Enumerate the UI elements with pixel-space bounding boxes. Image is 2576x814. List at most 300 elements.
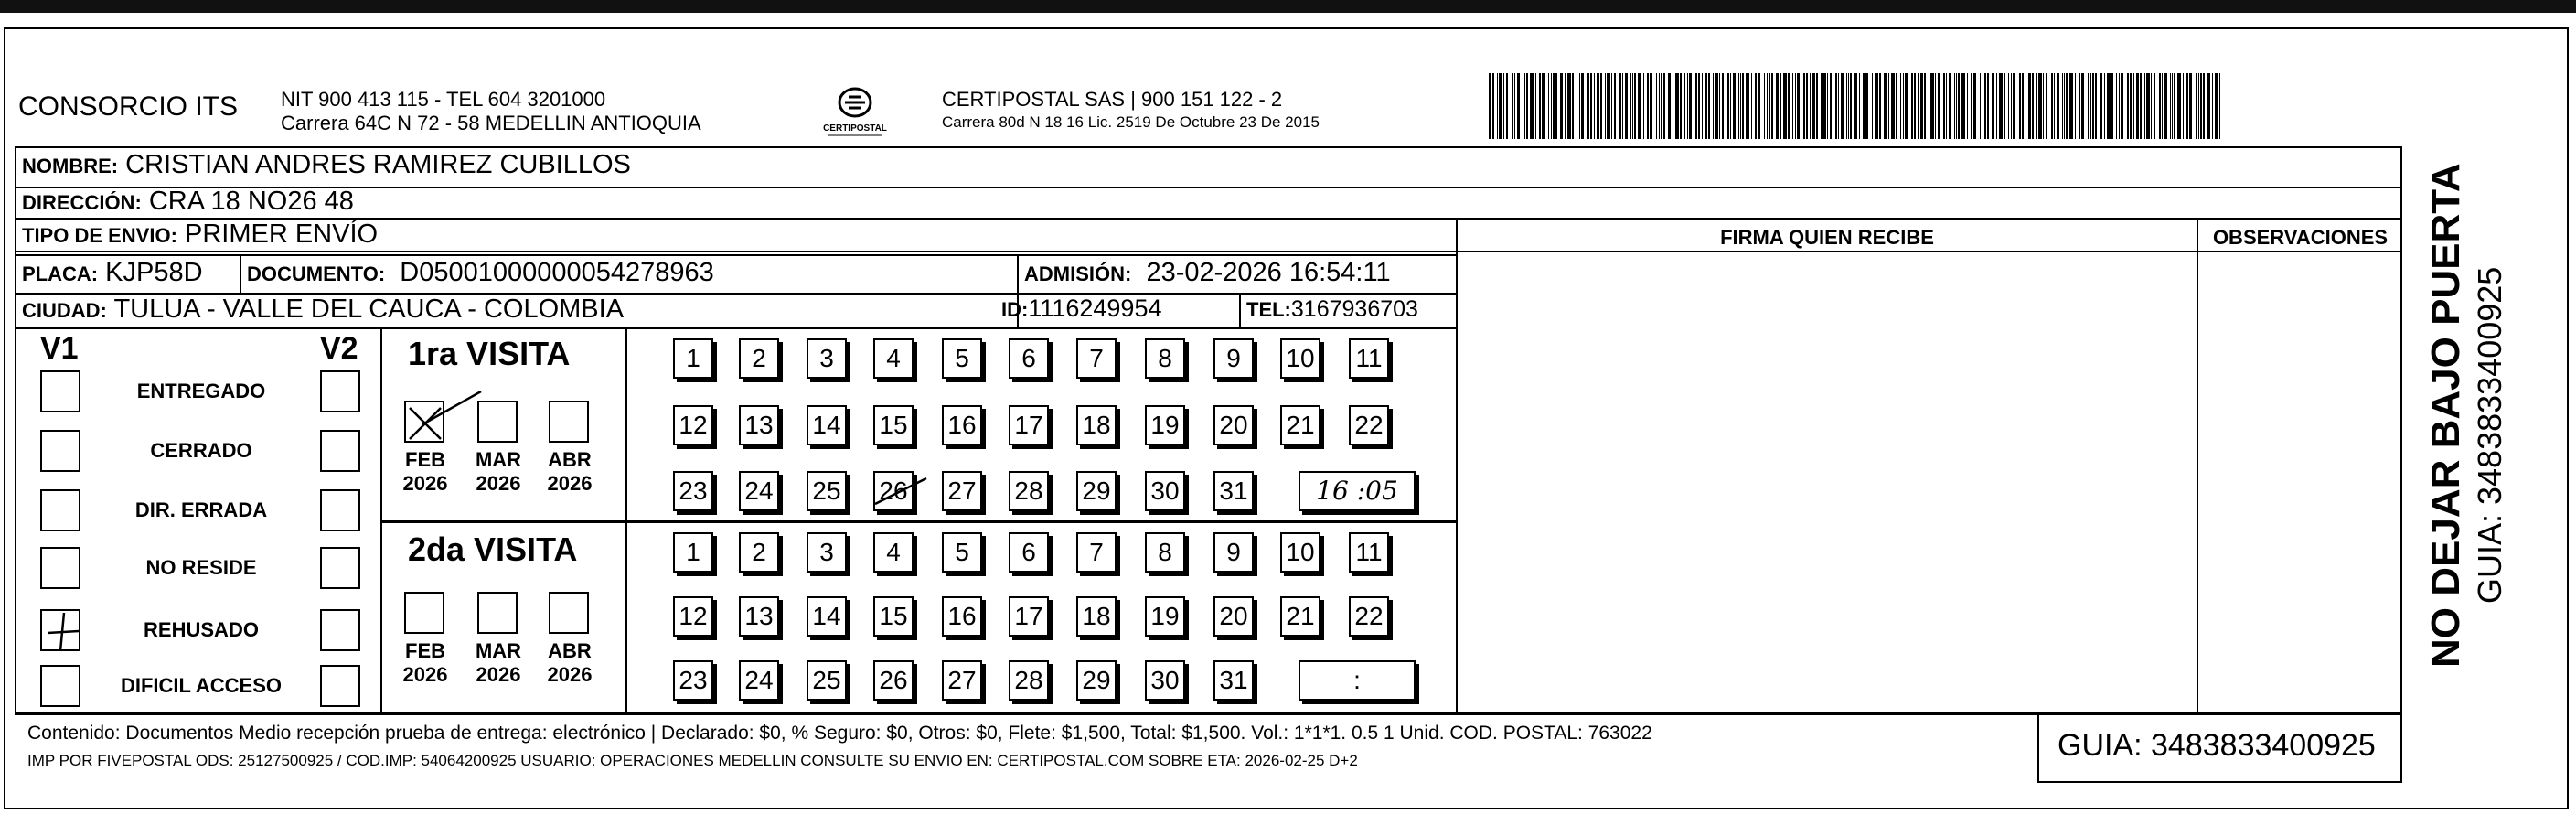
direccion-row: [22, 187, 354, 217]
day-box[interactable]: 7: [1076, 338, 1117, 379]
month-checkbox[interactable]: [404, 592, 444, 634]
barcode-bar: [1555, 73, 1557, 139]
barcode-bar: [1863, 73, 1865, 139]
day-box[interactable]: 29: [1076, 660, 1117, 701]
status-label: ENTREGADO: [136, 380, 266, 402]
day-box[interactable]: 29: [1076, 471, 1117, 511]
id-value: 1116249954: [1028, 295, 1162, 322]
direccion-label: DIRECCIÓN:: [22, 191, 142, 214]
id-label: ID:: [1001, 298, 1029, 321]
day-box[interactable]: 5: [942, 338, 982, 379]
barcode-bar: [1838, 73, 1839, 139]
handwritten-mark-icon: [42, 611, 82, 653]
barcode-bar: [2170, 73, 2171, 139]
tel-row: [1246, 296, 1418, 323]
barcode-bar: [1888, 73, 1889, 139]
barcode-bar: [1535, 73, 1536, 139]
day-box[interactable]: 23: [673, 471, 713, 511]
barcode-bar: [1663, 73, 1665, 139]
barcode-bar: [2116, 73, 2117, 139]
day-box[interactable]: 6: [1009, 338, 1049, 379]
day-box[interactable]: 22: [1349, 405, 1389, 445]
day-box[interactable]: 24: [739, 660, 779, 701]
barcode-bar: [1999, 73, 2003, 139]
barcode-bar: [1611, 73, 1612, 139]
documento-row: [247, 258, 714, 288]
v1-checkbox[interactable]: [40, 609, 80, 651]
certipostal-logo: [805, 84, 905, 139]
barcode-bar: [1695, 73, 1697, 139]
day-box[interactable]: 28: [1009, 660, 1049, 701]
barcode-bar: [2028, 73, 2031, 139]
day-box[interactable]: 31: [1213, 660, 1254, 701]
barcode-bar: [1935, 73, 1936, 139]
day-box[interactable]: 19: [1145, 596, 1185, 637]
barcode-bar: [2069, 73, 2073, 139]
month-name: MAR: [475, 639, 522, 662]
barcode-bar: [2136, 73, 2139, 139]
day-box[interactable]: 4: [873, 532, 914, 573]
day-box[interactable]: 16: [942, 405, 982, 445]
barcode-bar: [2046, 73, 2047, 139]
barcode-bar: [1788, 73, 1790, 139]
company-nit: NIT 900 413 115 - TEL 604 3201000: [281, 88, 606, 111]
day-box[interactable]: 30: [1145, 660, 1185, 701]
barcode-bar: [1503, 73, 1504, 139]
barcode-bar: [2104, 73, 2105, 139]
barcode-bar: [1803, 73, 1805, 139]
month-label: [466, 639, 530, 687]
barcode-bar: [2095, 73, 2097, 139]
barcode-bar: [2183, 73, 2184, 139]
v1-header: V1: [40, 331, 79, 366]
barcode-bar: [2133, 73, 2134, 139]
barcode-bar: [1872, 73, 1873, 139]
barcode-bar: [2215, 73, 2218, 139]
barcode-bar: [1946, 73, 1947, 139]
day-box[interactable]: 25: [807, 471, 847, 511]
barcode-bar: [1884, 73, 1887, 139]
day-box[interactable]: 1: [673, 532, 713, 573]
month-checkbox[interactable]: [549, 401, 589, 443]
v1-checkbox[interactable]: [40, 547, 80, 589]
nombre-value: CRISTIAN ANDRES RAMIREZ CUBILLOS: [125, 150, 631, 179]
barcode-bar: [1980, 73, 1981, 139]
barcode-bar: [1600, 73, 1602, 139]
month-checkbox[interactable]: [404, 401, 444, 443]
barcode-bar: [1827, 73, 1828, 139]
day-box[interactable]: 10: [1280, 532, 1320, 573]
day-box[interactable]: 6: [1009, 532, 1049, 573]
barcode-bar: [2079, 73, 2080, 139]
day-box[interactable]: 5: [942, 532, 982, 573]
v2-checkbox[interactable]: [320, 665, 360, 707]
v1-checkbox[interactable]: [40, 665, 80, 707]
second-visit-title: 2da VISITA: [408, 530, 578, 568]
day-box[interactable]: 18: [1076, 405, 1117, 445]
tipo-value: PRIMER ENVÍO: [184, 220, 379, 249]
barcode-bar: [2004, 73, 2005, 139]
barcode-bar: [2011, 73, 2012, 139]
barcode-bar: [1675, 73, 1679, 139]
barcode-bar: [1822, 73, 1826, 139]
day-box[interactable]: 17: [1009, 596, 1049, 637]
barcode-bar: [1914, 73, 1916, 139]
barcode-bar: [1984, 73, 1986, 139]
barcode-bar: [1727, 73, 1729, 139]
day-box[interactable]: 9: [1213, 338, 1254, 379]
id-row: [1001, 295, 1161, 323]
barcode-bar: [2130, 73, 2132, 139]
barcode-bar: [1579, 73, 1580, 139]
barcode-bar: [2200, 73, 2202, 139]
barcode-bar: [2081, 73, 2084, 139]
day-box[interactable]: 19: [1145, 405, 1185, 445]
day-box[interactable]: 24: [739, 471, 779, 511]
barcode-bar: [1517, 73, 1520, 139]
month-label: [466, 448, 530, 496]
tipo-label: TIPO DE ENVIO:: [22, 224, 177, 247]
day-box[interactable]: 3: [807, 338, 847, 379]
barcode-bar: [1551, 73, 1552, 139]
day-box[interactable]: 11: [1349, 532, 1389, 573]
barcode-bar: [1987, 73, 1989, 139]
barcode-bar: [1905, 73, 1908, 139]
day-box[interactable]: 13: [739, 596, 779, 637]
v2-checkbox[interactable]: [320, 430, 360, 472]
day-box[interactable]: 21: [1280, 405, 1320, 445]
barcode-bar: [2198, 73, 2199, 139]
day-box[interactable]: 12: [673, 405, 713, 445]
barcode-bar: [1647, 73, 1649, 139]
barcode-bar: [1738, 73, 1739, 139]
month-label: [393, 639, 457, 687]
day-box[interactable]: 11: [1349, 338, 1389, 379]
day-box[interactable]: 1: [673, 338, 713, 379]
footer-contents: Contenido: Documentos Medio recepción prueba de entrega: electrónico | Declarado: $0, % Seguro: $0, Otros: $0, Flete: $1,500, Total: $1,500. Vol.: 1*1*1. 0.5 1 Unid. COD. POSTAL: 763022: [27, 723, 1652, 744]
barcode-bar: [2051, 73, 2053, 139]
barcode-bar: [1587, 73, 1589, 139]
placa-value: KJP58D: [105, 258, 203, 287]
month-name: ABR: [548, 639, 592, 662]
barcode-bar: [1572, 73, 1574, 139]
month-checkbox[interactable]: [477, 592, 518, 634]
v2-header: V2: [320, 331, 358, 366]
barcode-bar: [2159, 73, 2161, 139]
v2-checkbox[interactable]: [320, 370, 360, 412]
barcode-bar: [2212, 73, 2213, 139]
logo-text: CERTIPOSTAL: [823, 123, 887, 134]
barcode-bar: [1971, 73, 1972, 139]
day-box[interactable]: 27: [942, 471, 982, 511]
month-name: FEB: [405, 639, 445, 662]
barcode-bar: [1812, 73, 1815, 139]
barcode-bar: [1961, 73, 1965, 139]
day-box[interactable]: 20: [1213, 596, 1254, 637]
day-box[interactable]: 23: [673, 660, 713, 701]
barcode-bar: [1526, 73, 1528, 139]
day-box[interactable]: 16: [942, 596, 982, 637]
month-checkbox[interactable]: [477, 401, 518, 443]
barcode-bar: [1668, 73, 1671, 139]
barcode-bar: [1634, 73, 1636, 139]
barcode-bar: [1875, 73, 1876, 139]
barcode-bar: [2154, 73, 2155, 139]
month-name: FEB: [405, 448, 445, 471]
barcode-bar: [1841, 73, 1844, 139]
barcode-bar: [2036, 73, 2037, 139]
barcode-bar: [2189, 73, 2192, 139]
barcode-bar: [1632, 73, 1633, 139]
barcode-bar: [2207, 73, 2210, 139]
day-box[interactable]: 2: [739, 532, 779, 573]
barcode-bar: [2140, 73, 2142, 139]
barcode-bar: [1755, 73, 1757, 139]
day-box[interactable]: 26: [873, 660, 914, 701]
barcode-bar: [1638, 73, 1641, 139]
barcode-bar: [1740, 73, 1741, 139]
barcode-bar: [2127, 73, 2129, 139]
direccion-value: CRA 18 NO26 48: [148, 187, 354, 216]
admision-label: ADMISIÓN:: [1024, 262, 1132, 285]
day-box[interactable]: 20: [1213, 405, 1254, 445]
barcode-bar: [1996, 73, 1997, 139]
v2-checkbox[interactable]: [320, 547, 360, 589]
barcode-bar: [1821, 73, 1822, 139]
day-box[interactable]: 21: [1280, 596, 1320, 637]
barcode-bar: [1810, 73, 1811, 139]
barcode-bar: [1830, 73, 1832, 139]
barcode-bar: [2092, 73, 2094, 139]
barcode-bar: [1659, 73, 1660, 139]
barcode-bar: [1689, 73, 1692, 139]
month-name: MAR: [475, 448, 522, 471]
barcode-bar: [2186, 73, 2188, 139]
barcode-bar: [1973, 73, 1976, 139]
barcode-bar: [2151, 73, 2152, 139]
admision-row: [1024, 258, 1391, 288]
barcode-bar: [1705, 73, 1707, 139]
barcode-bar: [2022, 73, 2024, 139]
barcode-bar: [1865, 73, 1868, 139]
month-label: [393, 448, 457, 496]
tel-label: TEL:: [1246, 298, 1291, 321]
day-box[interactable]: 4: [873, 338, 914, 379]
barcode-bar: [2088, 73, 2089, 139]
day-box[interactable]: 10: [1280, 338, 1320, 379]
barcode-bar: [1776, 73, 1779, 139]
v1-checkbox[interactable]: [40, 489, 80, 531]
barcode-bar: [2008, 73, 2009, 139]
barcode-bar: [1924, 73, 1926, 139]
barcode-bar: [1548, 73, 1549, 139]
barcode-bar: [2111, 73, 2113, 139]
barcode-bar: [1656, 73, 1657, 139]
firma-header: FIRMA QUIEN RECIBE: [1720, 226, 1934, 249]
admision-value: 23-02-2026 16:54:11: [1146, 258, 1391, 287]
v2-checkbox[interactable]: [320, 489, 360, 531]
barcode-bar: [1783, 73, 1787, 139]
barcode-bar: [1769, 73, 1770, 139]
barcode-bar: [1684, 73, 1685, 139]
barcode-bar: [1920, 73, 1923, 139]
barcode-bar: [1661, 73, 1662, 139]
day-box[interactable]: 15: [873, 405, 914, 445]
barcode-bar: [2066, 73, 2068, 139]
ciudad-label: CIUDAD:: [22, 299, 107, 322]
v2-checkbox[interactable]: [320, 609, 360, 651]
barcode-bar: [1713, 73, 1714, 139]
barcode-bar: [1792, 73, 1793, 139]
barcode-bar: [2144, 73, 2145, 139]
side-guia: GUIA: 3483833400925: [2471, 266, 2508, 604]
barcode-bar: [2164, 73, 2167, 139]
barcode-bar: [1581, 73, 1584, 139]
tel-value: 3167936703: [1290, 296, 1418, 322]
barcode-bar: [1918, 73, 1919, 139]
barcode-bar: [1622, 73, 1623, 139]
barcode-bar: [1956, 73, 1957, 139]
barcode-bar: [1650, 73, 1652, 139]
barcode-bar: [1992, 73, 1994, 139]
barcode-bar: [2090, 73, 2091, 139]
day-box[interactable]: 26: [873, 471, 914, 511]
documento-label: DOCUMENTO:: [247, 262, 386, 285]
barcode-bar: [2203, 73, 2205, 139]
ciudad-row: [22, 295, 624, 325]
nombre-row: [22, 150, 631, 180]
day-box[interactable]: 3: [807, 532, 847, 573]
barcode-bar: [1848, 73, 1849, 139]
barcode-bar: [1630, 73, 1631, 139]
barcode-bar: [2075, 73, 2076, 139]
barcode-bar: [1859, 73, 1860, 139]
barcode-bar: [1680, 73, 1682, 139]
placa-row: [22, 258, 203, 288]
barcode-bar: [2064, 73, 2065, 139]
top-edge-bar: [0, 0, 2576, 13]
barcode-bar: [1758, 73, 1760, 139]
time-box[interactable]: :: [1299, 660, 1416, 701]
day-box[interactable]: 13: [739, 405, 779, 445]
day-box[interactable]: 12: [673, 596, 713, 637]
tipo-row: [22, 220, 378, 250]
barcode-bar: [1708, 73, 1710, 139]
barcode-bar: [1896, 73, 1897, 139]
barcode-bar: [1954, 73, 1955, 139]
nombre-label: NOMBRE:: [22, 155, 119, 177]
footer-imp-info: IMP POR FIVEPOSTAL ODS: 25127500925 / COD.IMP: 54064200925 USUARIO: OPERACIONES MEDELLIN CONSULTE SU ENVIO EN: CERTIPOSTAL.COM SOBRE ETA: 2026-02-25 D+2: [27, 752, 1358, 769]
certipostal-info: CERTIPOSTAL SAS | 900 151 122 - 2: [942, 88, 1283, 111]
month-year: 2026: [476, 472, 521, 495]
day-box[interactable]: 18: [1076, 596, 1117, 637]
barcode-bar: [1900, 73, 1901, 139]
day-box[interactable]: 9: [1213, 532, 1254, 573]
barcode-bar: [1702, 73, 1703, 139]
day-box[interactable]: 7: [1076, 532, 1117, 573]
barcode-bar: [2054, 73, 2055, 139]
barcode-bar: [1567, 73, 1571, 139]
barcode-bar: [1506, 73, 1508, 139]
status-label: NO RESIDE: [145, 556, 257, 579]
barcode-bar: [1903, 73, 1904, 139]
barcode-bar: [1795, 73, 1796, 139]
barcode-bar: [1497, 73, 1498, 139]
barcode-bar: [1733, 73, 1736, 139]
day-box[interactable]: 8: [1145, 338, 1185, 379]
day-box[interactable]: 14: [807, 596, 847, 637]
v1-checkbox[interactable]: [40, 430, 80, 472]
barcode-bar: [1746, 73, 1749, 139]
day-box[interactable]: 2: [739, 338, 779, 379]
v1-checkbox[interactable]: [40, 370, 80, 412]
barcode-bar: [1751, 73, 1752, 139]
status-label: CERRADO: [150, 439, 252, 462]
barcode-bar: [2057, 73, 2059, 139]
barcode-bar: [2100, 73, 2102, 139]
day-box[interactable]: 28: [1009, 471, 1049, 511]
month-year: 2026: [547, 663, 593, 686]
day-box[interactable]: 25: [807, 660, 847, 701]
barcode-bar: [1542, 73, 1545, 139]
day-box[interactable]: 15: [873, 596, 914, 637]
time-box[interactable]: 16 :05: [1299, 471, 1416, 511]
barcode-bar: [1767, 73, 1768, 139]
barcode-bar: [1730, 73, 1731, 139]
month-year: 2026: [402, 472, 448, 495]
barcode-bar: [1514, 73, 1515, 139]
barcode-bar: [2119, 73, 2120, 139]
documento-value: D05001000000054278963: [400, 258, 714, 287]
no-dejar-bajo-puerta: NO DEJAR BAJO PUERTA: [2423, 163, 2468, 668]
barcode-bar: [2121, 73, 2123, 139]
day-box[interactable]: 31: [1213, 471, 1254, 511]
barcode-bar: [1722, 73, 1724, 139]
day-box[interactable]: 27: [942, 660, 982, 701]
status-label: DIR. ERRADA: [134, 498, 268, 521]
status-label: DIFICIL ACCESO: [120, 674, 282, 697]
barcode-bar: [1891, 73, 1895, 139]
day-box[interactable]: 22: [1349, 596, 1389, 637]
status-label: REHUSADO: [144, 618, 259, 641]
month-checkbox[interactable]: [549, 592, 589, 634]
barcode-bar: [1764, 73, 1765, 139]
barcode-bar: [1742, 73, 1744, 139]
barcode-bar: [1512, 73, 1513, 139]
barcode-bar: [1879, 73, 1881, 139]
day-box[interactable]: 30: [1145, 471, 1185, 511]
barcode-bar: [2013, 73, 2015, 139]
day-box[interactable]: 17: [1009, 405, 1049, 445]
barcode-bar: [1590, 73, 1592, 139]
barcode-bar: [1530, 73, 1534, 139]
month-year: 2026: [476, 663, 521, 686]
barcode-bar: [1565, 73, 1566, 139]
day-box[interactable]: 8: [1145, 532, 1185, 573]
barcode: [1489, 73, 2220, 139]
month-label: [538, 448, 602, 496]
company-name: CONSORCIO ITS: [18, 91, 239, 122]
barcode-bar: [1854, 73, 1857, 139]
day-box[interactable]: 14: [807, 405, 847, 445]
barcode-bar: [1943, 73, 1945, 139]
barcode-bar: [2062, 73, 2063, 139]
barcode-bar: [1539, 73, 1541, 139]
barcode-bar: [1780, 73, 1781, 139]
barcode-bar: [1846, 73, 1847, 139]
footer-guia: GUIA: 3483833400925: [2058, 728, 2376, 763]
barcode-bar: [1489, 73, 1491, 139]
